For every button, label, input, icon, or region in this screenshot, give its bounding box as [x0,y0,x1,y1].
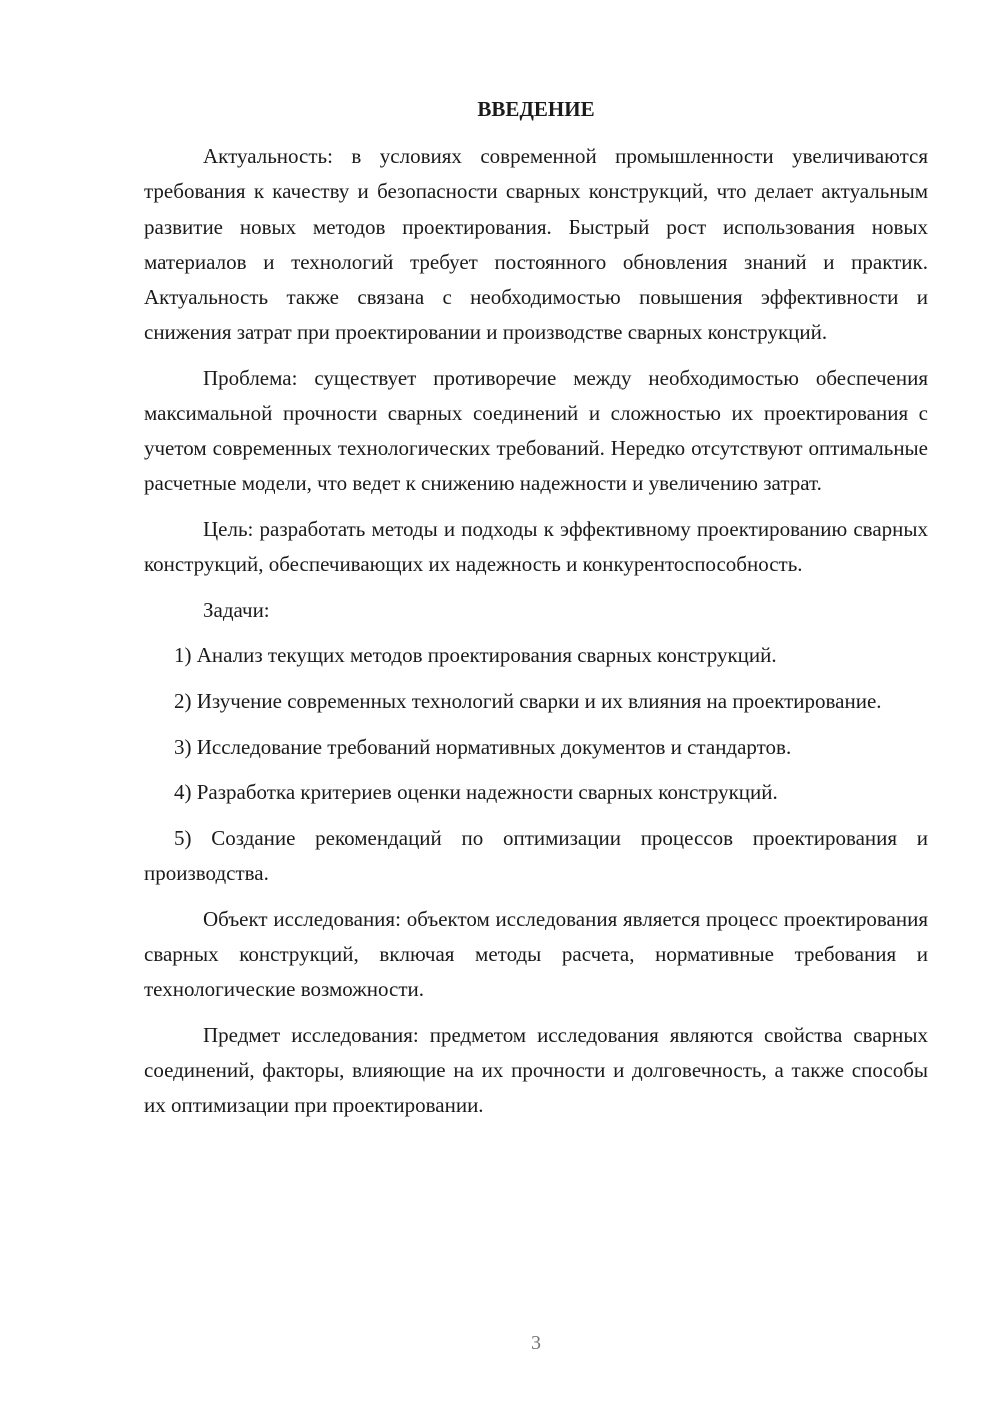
task-item-5: 5) Создание рекомендаций по оптимизации процессов проектирования и производства. [144,825,928,885]
paragraph-problem: Проблема: существует противоречие между необходимостью обеспечения максимальной прочности сварных соединений и сложностью их проектирования с учетом современных технологических требований. Нередко отсутствуют оптимальные расчетные модели, что ведет к снижению надежности и увеличению затрат. [144,365,928,496]
paragraph-relevance: Актуальность: в условиях современной промышленности увеличиваются требования к качеству и безопасности сварных конструкций, что делает актуальным развитие новых методов проектирования. Быстрый рост использования новых материалов и технологий требует постоянного обновления знаний и практик. Актуальность также связана с необходимостью повышения эффективности и снижения затрат при проектировании и производстве сварных конструкций. [144,144,928,345]
page-number: 3 [531,1332,541,1354]
page-title: ВВЕДЕНИЕ [477,97,595,121]
task-item-1: 1) Анализ текущих методов проектирования сварных конструкций. [174,643,777,668]
paragraph-subject: Предмет исследования: предметом исследования являются свойства сварных соединений, факторы, влияющие на их прочности и долговечность, а также способы их оптимизации при проектировании. [144,1022,928,1117]
task-item-4: 4) Разработка критериев оценки надежности сварных конструкций. [174,780,778,805]
paragraph-object: Объект исследования: объектом исследования является процесс проектирования сварных конструкций, включая методы расчета, нормативные требования и технологические возможности. [144,906,928,1001]
task-item-2: 2) Изучение современных технологий сварки и их влияния на проектирование. [174,689,882,713]
paragraph-goal: Цель: разработать методы и подходы к эффективному проектированию сварных конструкций, обеспечивающих их надежность и конкурентоспособность. [144,517,928,577]
task-item-3: 3) Исследование требований нормативных документов и стандартов. [174,734,792,759]
tasks-heading: Задачи: [203,597,270,622]
document-page [144,92,928,1134]
